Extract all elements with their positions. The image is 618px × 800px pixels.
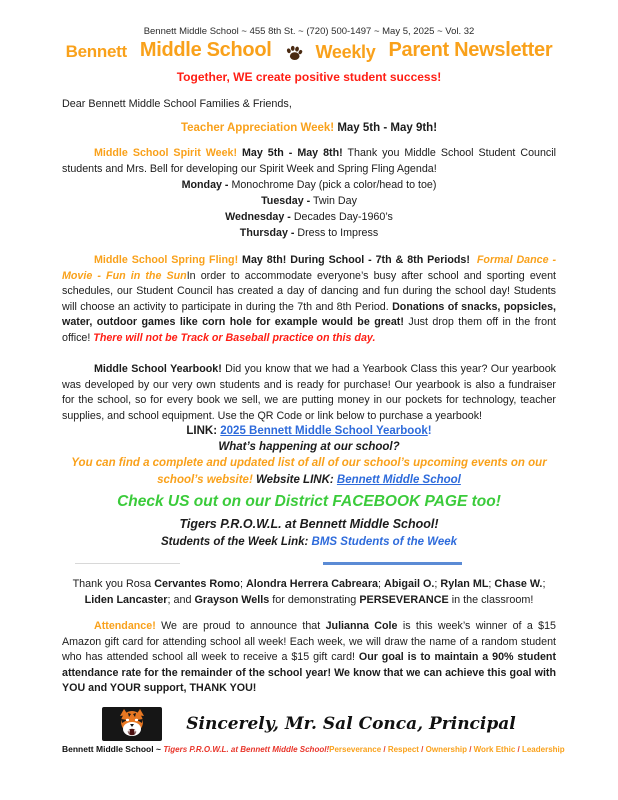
title-word-parent-newsletter: Parent Newsletter (388, 39, 553, 61)
thanks-text: in the classroom! (448, 593, 534, 606)
spirit-day-monday (62, 177, 556, 193)
spring-fling-text-2: Just drop them off in the front office! (62, 316, 556, 344)
teacher-appreciation-line (62, 122, 556, 134)
winner-name: Julianna Cole (325, 620, 398, 632)
attendance-text-2: is this week’s winner of a $15 Amazon gift card for attending school all week! Each week, we will draw the name of a random student who has attended school all week to receive a $15 gift card! (62, 620, 556, 663)
spring-fling-subheading: Formal Dance - Movie - Fun in the Sun (62, 254, 557, 282)
spirit-day-thursday (62, 225, 556, 241)
day-activity: Dress to Impress (294, 227, 379, 239)
footer-value-separator: / (466, 744, 474, 754)
student-name: Chase W. (494, 578, 543, 590)
spirit-week-text: Thank you Middle School Student Council students and Mrs. Bell for developing our Spirit Week and Spring Fling Agenda! (62, 147, 556, 175)
yearbook-link[interactable]: 2025 Bennett Middle School Yearbook (220, 425, 428, 437)
footer-value: Work Ethic (473, 744, 516, 754)
perseverance-word: PERSEVERANCE (359, 593, 449, 606)
student-name: Grayson Wells (194, 593, 270, 606)
website-link[interactable]: Bennett Middle School (336, 474, 461, 486)
spirit-day-tuesday (62, 193, 556, 209)
section-divider (62, 559, 556, 568)
yearbook-heading: Middle School Yearbook! (94, 363, 222, 375)
separator: ; (542, 578, 546, 590)
spring-fling-heading: Middle School Spring Fling! (94, 254, 239, 266)
attendance-paragraph (62, 619, 556, 697)
sotw-link[interactable]: BMS Students of the Week (311, 536, 458, 548)
students-of-week-line (62, 536, 556, 548)
donations-note: Donations of snacks, popsicles, water, outdoor games like corn hole for example would be great! (62, 300, 556, 328)
yearbook-text: Did you know that we had a Yearbook Class this year? Our yearbook was developed by our very own students and is ready for purchase! Our yearbook is also a fundraiser for the school, so for every book we sell, we are putting money in our pockets for technology, teacher supplies, and school equipment. Use the QR Code or link below to purchase a yearbook! (62, 363, 556, 422)
spirit-week-paragraph (62, 146, 556, 177)
attendance-heading: Attendance! (94, 620, 156, 632)
teacher-appreciation-dates: May 5th - May 9th! (334, 122, 438, 134)
divider-gray-line (75, 563, 180, 564)
yearbook-paragraph (62, 362, 556, 424)
thanks-text: Thank you Rosa (72, 578, 155, 590)
day-label: Tuesday - (261, 195, 311, 207)
newsletter-body (0, 98, 618, 754)
footer-value-separator: / (515, 744, 522, 754)
footer-value: Ownership (425, 744, 467, 754)
student-name: Rylan ML (440, 578, 489, 590)
attendance-goal: Our goal is to maintain a 90% student attendance rate for the remainder of the school year! We know that we can achieve this goal with YOU and YOUR support, THANK YOU! (62, 651, 556, 694)
student-name: Cervantes Romo (154, 578, 240, 590)
yearbook-link-line (62, 425, 556, 437)
spirit-week-heading: Middle School Spirit Week! (94, 147, 238, 159)
principal-signature: Sincerely, Mr. Sal Conca, Principal (186, 713, 516, 734)
day-activity: Twin Day (310, 195, 357, 207)
paw-print-icon (285, 45, 303, 61)
separator: ; (434, 578, 441, 590)
title-word-middle-school: Middle School (139, 39, 272, 61)
school-info-line: Bennett Middle School ~ 455 8th St. ~ (720) 500-1497 ~ May 5, 2025 ~ Vol. 32 (143, 26, 475, 37)
day-activity: Monochrome Day (pick a color/head to toe) (228, 179, 437, 191)
footer-prowl-text: Tigers P.R.O.W.L. at Bennett Middle School! (163, 744, 330, 754)
school-motto: Together, WE create positive student success! (176, 70, 442, 84)
spring-fling-dates: May 8th! During School - 7th & 8th Periods! (238, 254, 470, 266)
tiger-logo-icon (102, 707, 162, 741)
signature-row (62, 707, 556, 741)
sotw-label: Students of the Week Link: (160, 536, 312, 548)
day-activity: Decades Day-1960’s (290, 211, 393, 223)
events-paragraph (62, 455, 556, 489)
events-text: You can find a complete and updated list of all of our school’s upcoming events on our school’s website! (71, 457, 547, 486)
footer-line (62, 743, 565, 754)
footer-value-separator: / (418, 744, 426, 754)
attendance-text-1: We are proud to announce that (155, 620, 326, 632)
student-name: Abigail O. (384, 578, 435, 590)
facebook-callout: Check US out on our District FACEBOOK PAGE too! (117, 493, 501, 510)
divider-blue-line (323, 562, 462, 565)
student-name: Liden Lancaster (84, 593, 168, 606)
spring-fling-text-1: In order to accommodate everyone’s busy after school and sporting event schedules, our Student Council has created a day of dancing and fun during the school day! Students will choose an activity to participate in during the 7th and 8th Period. (62, 269, 556, 313)
perseverance-thanks-paragraph (62, 577, 556, 608)
link-label: LINK: (186, 425, 221, 437)
separator: ; (488, 578, 495, 590)
footer-value: Respect (387, 744, 419, 754)
tigers-prowl-heading: Tigers P.R.O.W.L. at Bennett Middle School! (179, 517, 439, 531)
title-word-weekly: Weekly (315, 42, 376, 62)
teacher-appreciation-heading: Teacher Appreciation Week! (180, 122, 335, 134)
separator: ; (240, 578, 246, 590)
link-suffix: ! (427, 425, 432, 437)
footer-value: Perseverance (329, 744, 382, 754)
no-practice-note: There will not be Track or Baseball practice on this day. (93, 331, 376, 344)
day-label: Wednesday - (225, 211, 291, 223)
footer-value: Leadership (521, 744, 565, 754)
student-name: Alondra Herrera Cabreara (246, 578, 379, 590)
website-link-label: Website LINK: (252, 474, 337, 486)
footer-school-name: Bennett Middle School ~ (62, 743, 164, 754)
spring-fling-paragraph (62, 253, 556, 346)
thanks-text: for demonstrating (269, 593, 360, 606)
spirit-day-wednesday (62, 209, 556, 225)
greeting-line: Dear Bennett Middle School Families & Friends, (62, 98, 292, 110)
whats-happening-heading: What’s happening at our school? (218, 441, 400, 453)
spirit-week-dates: May 5th - May 8th! (237, 147, 343, 159)
newsletter-title (0, 39, 618, 62)
day-label: Thursday - (239, 227, 295, 239)
footer-value-separator: / (381, 744, 388, 754)
day-label: Monday - (181, 179, 229, 191)
title-word-bennett: Bennett (65, 42, 127, 61)
separator: ; and (167, 593, 195, 606)
separator: ; (378, 578, 385, 590)
